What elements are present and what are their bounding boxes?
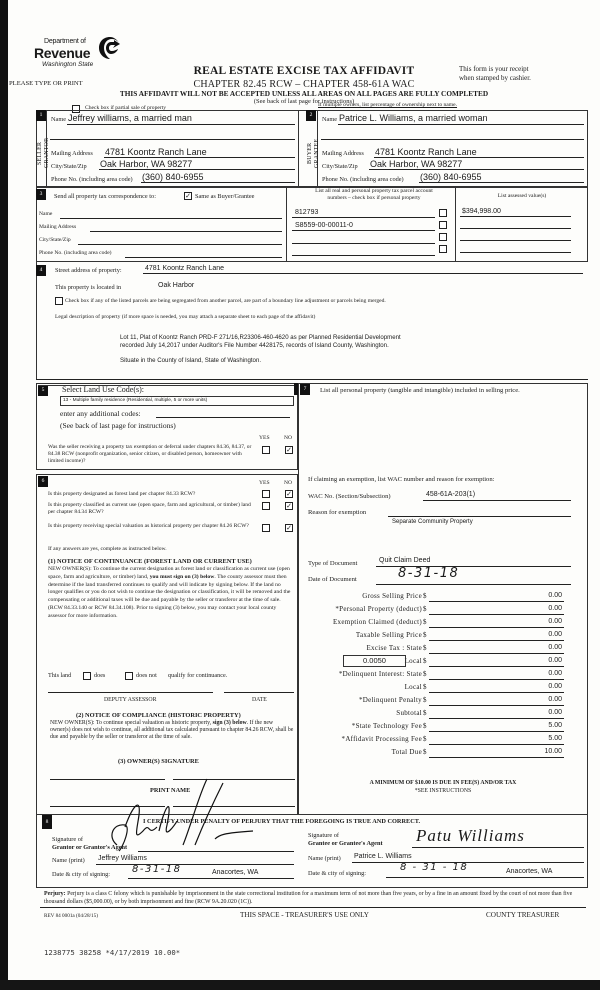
same-as-buyer-label: Same as Buyer/Grantee	[195, 193, 255, 200]
assessed-header: List assessed value(s)	[497, 193, 547, 199]
parcel-number-2[interactable]: S8559-00-00011-0	[295, 222, 353, 229]
assessed-value-2[interactable]	[460, 228, 571, 229]
doc-type-field[interactable]: Quit Claim Deed	[379, 557, 431, 564]
grantor-signature[interactable]	[103, 775, 253, 855]
assessed-value-4[interactable]	[460, 252, 571, 253]
seller-phone-label: Phone No. (including area code)	[51, 176, 133, 183]
tax-city-field[interactable]	[78, 244, 282, 245]
tax-mailing-label: Mailing Address	[39, 224, 77, 230]
exemption-claimed-row: Exemption Claimed (deduct) $ 0.00	[332, 618, 562, 626]
legal-description-situate: Situate in the County of Island, State of Washington.	[120, 357, 262, 364]
swirl-logo-icon	[98, 36, 122, 60]
located-in-field[interactable]: Oak Harbor	[158, 282, 195, 289]
personal-property-checkbox-1[interactable]	[439, 209, 447, 217]
current-use-question: Is this property classified as current use (open space, farm and agricultural, or timber) land per chapter 84.34 RCW?	[48, 502, 251, 516]
same-as-buyer-checkbox[interactable]: ✓	[185, 192, 191, 200]
owner-signature-title: (3) OWNER(S) SIGNATURE	[118, 758, 199, 765]
does-qualify-checkbox[interactable]	[83, 672, 91, 680]
section-5-number: 5	[38, 385, 48, 396]
scan-edge-left	[0, 0, 8, 990]
grantee-date-field[interactable]: 8 - 31 - 18	[400, 862, 469, 873]
see-back-note: (See back of last page for instructions)	[253, 98, 355, 105]
additional-codes-field[interactable]	[156, 417, 290, 418]
street-address-field[interactable]: 4781 Koontz Ranch Lane	[145, 265, 225, 272]
receipt-note: This form is your receipt when stamped by cashier.	[459, 65, 531, 82]
seller-city-label: City/State/Zip	[51, 163, 87, 170]
underline	[292, 217, 435, 218]
section-1-number: 1	[36, 110, 46, 121]
notice-compliance-text: NEW OWNER(S): To continue special valuation as historic property, sign (3) below. If the new owner(s) does not wish to continue, all additional tax calculated pursuant to chapter 84.26 RCW, shall be due and payable by the seller or transferor at the time of sale.	[50, 720, 294, 741]
excise-state-row: Excise Tax : State $ 0.00	[366, 644, 562, 652]
exemption-label: If claiming an exemption, list WAC number and reason for exemption:	[308, 476, 495, 483]
wac-label: WAC No. (Section/Subsection)	[308, 493, 391, 500]
grantor-signature-label: Signature of Grantor or Grantor's Agent	[52, 836, 128, 851]
yes-header: YES	[259, 480, 270, 486]
underline	[388, 516, 571, 517]
tax-name-field[interactable]	[60, 218, 282, 219]
segregated-parcels-label: Check box if any of the listed parcels are being segregated from another parcel, are part of a boundary line adjustment or parcels being merged.	[65, 298, 386, 304]
segregated-parcels-checkbox[interactable]	[55, 297, 63, 305]
doc-date-field[interactable]: 8-31-18	[398, 566, 460, 581]
no-header: NO	[284, 435, 293, 441]
delinquent-interest-state-row: *Delinquent Interest: State $ 0.00	[338, 670, 562, 678]
tax-mailing-field[interactable]	[90, 231, 282, 232]
seller-mailing-field[interactable]: 4781 Koontz Ranch Lane	[105, 147, 207, 157]
date-label: DATE	[252, 697, 267, 703]
underline	[143, 273, 583, 274]
grantee-name-label: Name (print)	[308, 855, 341, 862]
if-yes-instructions: If any answers are yes, complete as instructed below.	[48, 546, 167, 552]
current-use-yes-checkbox[interactable]	[262, 502, 270, 510]
buyer-city-field[interactable]: Oak Harbor, WA 98277	[370, 159, 463, 169]
deputy-assessor-label: DEPUTY ASSESSOR	[104, 697, 157, 703]
underline	[376, 584, 571, 585]
multiple-owners-note: If multiple owners, list percentage of ownership next to name.	[318, 102, 458, 108]
divider	[286, 187, 287, 262]
form-title: REAL ESTATE EXCISE TAX AFFIDAVIT	[193, 65, 415, 77]
total-due-row: Total Due $ 10.00	[391, 748, 562, 756]
underline	[374, 157, 584, 158]
form-warning: THIS AFFIDAVIT WILL NOT BE ACCEPTED UNLESS ALL AREAS ON ALL PAGES ARE FULLY COMPLETED	[119, 89, 489, 98]
underline	[412, 847, 584, 848]
grantor-city-field[interactable]: Anacortes, WA	[212, 869, 259, 876]
legal-description-label: Legal description of property (if more space is needed, you may attach a separate sheet to each page of the affidavit)	[55, 314, 316, 320]
assessor-date-field[interactable]	[224, 692, 294, 693]
tax-exemption-question: Was the seller receiving a property tax exemption or deferral under chapters 84.36, 84.37, or 84.38 RCW (nonprofit organization, senior citizen, or disabled person, homeowner with limited income)?	[48, 444, 252, 465]
historical-no-checkbox[interactable]: ✓	[286, 524, 292, 532]
amounts-table	[298, 592, 588, 762]
historical-yes-checkbox[interactable]	[262, 524, 270, 532]
excise-local-row: Local $ 0.00	[404, 657, 562, 665]
cashier-stamp: 1238775 38258 *4/17/2019 10.00*	[44, 948, 181, 957]
form-subtitle: CHAPTER 82.45 RCW – CHAPTER 458-61A WAC	[193, 79, 415, 90]
seller-mailing-label: Mailing Address	[51, 150, 93, 157]
delinquent-penalty-row: *Delinquent Penalty $ 0.00	[358, 696, 562, 704]
grantee-date-label: Date & city of signing:	[308, 870, 367, 877]
logo-dept-text: Department of	[44, 38, 86, 45]
perjury-notice: Perjury: Perjury is a class C felony which is punishable by imprisonment in the state correctional institution for a maximum term of not more than five years, or by a fine in an amount fixed by the court of not more than five thousand dollars ($5,000.00), or by both imprisonment and fine (RCW 9A.20.020 (1C)).	[44, 891, 573, 905]
underline	[419, 182, 584, 183]
scan-edge-bottom	[0, 980, 600, 990]
section-7-number: 7	[300, 384, 310, 395]
underline	[50, 139, 295, 140]
print-name-label: PRINT NAME	[150, 787, 191, 794]
affidavit-processing-fee-row: *Affidavit Processing Fee $ 5.00	[341, 735, 562, 743]
underline	[99, 169, 295, 170]
underline	[292, 230, 435, 231]
tax-name-label: Name	[39, 211, 53, 217]
seller-name-label: Name	[51, 116, 67, 123]
underline	[67, 124, 295, 125]
grantor-date-field[interactable]: 8-31-18	[132, 864, 182, 875]
section-4-number: 4	[36, 265, 46, 276]
wac-number-field[interactable]: 458-61A-203(1)	[426, 491, 476, 498]
see-instructions-note: *SEE INSTRUCTIONS	[414, 788, 472, 794]
forest-land-no-checkbox[interactable]: ✓	[286, 490, 292, 498]
underline	[423, 500, 571, 501]
grantee-name-field[interactable]: Patrice L. Williams	[354, 853, 412, 860]
underline	[386, 877, 584, 878]
local-rate-field[interactable]: 0.0050	[343, 655, 406, 667]
exemption-reason-field[interactable]: Separate Community Property	[392, 519, 473, 525]
forest-land-yes-checkbox[interactable]	[262, 490, 270, 498]
parcel-number-4[interactable]	[292, 255, 435, 256]
buyer-name-label: Name	[322, 116, 338, 123]
divider	[298, 110, 299, 187]
buyer-label: BUYER GRANTEE	[307, 138, 320, 168]
yes-header: YES	[259, 435, 270, 441]
buyer-name-field[interactable]: Patrice L. Williams, a married woman	[339, 113, 488, 123]
please-type-note: PLEASE TYPE OR PRINT	[9, 80, 83, 87]
exemption-reason-label: Reason for exemption	[308, 509, 367, 516]
underline	[141, 182, 295, 183]
parcel-number-1[interactable]: 812793	[295, 209, 319, 216]
personal-property-checkbox-4[interactable]	[439, 245, 447, 253]
section-6-number: 6	[38, 476, 48, 487]
this-land-label: This land	[48, 672, 72, 679]
partial-sale-label: Check box if partial sale of property	[85, 105, 167, 111]
section-divider	[36, 379, 588, 380]
land-use-label: Select Land Use Code(s):	[62, 385, 144, 394]
street-address-label: Street address of property:	[55, 267, 122, 274]
treasurer-use-label: THIS SPACE - TREASURER'S USE ONLY	[240, 911, 369, 919]
seller-label: SELLER GRANTOR	[37, 137, 50, 169]
tax-exemption-yes-checkbox[interactable]	[262, 446, 270, 454]
does-not-qualify-checkbox[interactable]	[125, 672, 133, 680]
notice-continuance-text: NEW OWNER(S): To continue the current designation as forest land or classification as current use (open space, farm and agriculture, or timber) land, you must sign on (3) below. The county assessor must then determine if the land transferred continues to qualify and will indicate by signing below. If the land no longer qualifies or you do not wish to continue the designation or classification, it will be removed and the compensating or additional taxes will be due and payable by the seller or transferor at the time of sale. (RCW 84.33.140 or RCW 84.34.108). Prior to signing (3) below, you may contact your local county assessor for more information.	[48, 566, 291, 619]
minimum-due-note: A MINIMUM OF $10.00 IS DUE IN FEE(S) AND/OR TAX	[369, 780, 517, 786]
parcel-header: List all real and personal property tax parcel account numbers – check box if personal property	[315, 188, 433, 201]
doc-type-label: Type of Document	[308, 560, 358, 567]
underline	[321, 139, 584, 140]
buyer-phone-field[interactable]: (360) 840-6955	[420, 172, 482, 182]
affidavit-page	[8, 0, 600, 990]
underline	[96, 864, 294, 865]
deputy-assessor-signature[interactable]	[48, 692, 213, 693]
footer-divider	[40, 907, 586, 908]
state-technology-fee-row: *State Technology Fee $ 5.00	[351, 722, 562, 730]
logo-state-text: Washington State	[42, 61, 94, 68]
notice-compliance-title: (2) NOTICE OF COMPLIANCE (HISTORIC PROPERTY)	[76, 712, 241, 719]
land-use-select[interactable]: 13 - Multiple family residence (Residential, multiple, 5 or more units)	[60, 396, 294, 406]
assessed-value-3[interactable]	[460, 240, 571, 241]
grantor-name-label: Name (print)	[52, 857, 85, 864]
buyer-city-label: City/State/Zip	[322, 163, 358, 170]
located-in-label: This property is located in	[55, 284, 122, 291]
buyer-mailing-field[interactable]: 4781 Koontz Ranch Lane	[375, 147, 477, 157]
does-not-label: does not	[136, 672, 157, 679]
forest-land-question: Is this property designated as forest land per chapter 84.33 RCW?	[48, 491, 196, 497]
personal-property-row: *Personal Property (deduct) $ 0.00	[335, 605, 562, 613]
buyer-mailing-label: Mailing Address	[322, 150, 364, 157]
delinquent-interest-local-row: Local $ 0.00	[404, 683, 562, 691]
legal-description-field[interactable]: Lot 11, Plat of Koontz Ranch PRD-F 271/16,R23306-460-4620 as per Planned Residential Development recorded July 14,2017 under Auditor's File Number 4428175, records of Island County, Washington.	[120, 334, 401, 349]
subtotal-row: Subtotal $ 0.00	[396, 709, 562, 717]
underline	[128, 878, 294, 879]
tax-exemption-no-checkbox[interactable]: ✓	[286, 446, 292, 454]
grantee-signature-label: Signature of Grantee or Grantee's Agent	[308, 832, 383, 847]
seller-name-field[interactable]: Jeffrey williams, a married man	[68, 113, 192, 123]
logo-revenue-text: Revenue	[34, 45, 91, 61]
parcel-number-3[interactable]	[292, 243, 435, 244]
personal-property-checkbox-3[interactable]	[439, 233, 447, 241]
buyer-phone-label: Phone No. (including area code)	[322, 176, 404, 183]
additional-codes-label: enter any additional codes:	[60, 409, 141, 418]
see-back-note: (See back of last page for instructions)	[60, 421, 176, 430]
county-treasurer-label: COUNTY TREASURER	[486, 911, 560, 919]
personal-property-checkbox-2[interactable]	[439, 221, 447, 229]
send-correspondence-label: Send all property tax correspondence to:	[54, 193, 156, 200]
no-header: NO	[284, 480, 293, 486]
seller-city-field[interactable]: Oak Harbor, WA 98277	[100, 159, 193, 169]
section-8-number: 8	[42, 815, 52, 829]
underline	[369, 169, 584, 170]
certify-statement: I CERTIFY UNDER PENALTY OF PERJURY THAT THE FOREGOING IS TRUE AND CORRECT.	[143, 818, 421, 825]
personal-property-label: List all personal property (tangible and intangible) included in selling price.	[320, 387, 520, 394]
gross-selling-price-row: Gross Selling Price $ 0.00	[362, 592, 562, 600]
grantee-signature[interactable]: Patu Williams	[416, 826, 525, 845]
section-2-number: 2	[306, 110, 316, 121]
grantor-name-field[interactable]: Jeffrey Williams	[98, 855, 147, 862]
grantor-date-label: Date & city of signing:	[52, 871, 111, 878]
notice-continuance-title: (1) NOTICE OF CONTINUANCE (FOREST LAND OR CURRENT USE)	[48, 558, 252, 565]
seller-phone-field[interactable]: (360) 840-6955	[142, 172, 204, 182]
tax-phone-label: Phone No. (including area code)	[39, 250, 112, 256]
assessed-value-1[interactable]: $394,998.00	[462, 208, 501, 215]
tax-city-label: City/State/Zip	[39, 237, 71, 243]
current-use-no-checkbox[interactable]: ✓	[286, 502, 292, 510]
qualify-label: qualify for continuance.	[168, 672, 228, 679]
historical-property-question: Is this property receiving special valuation as historical property per chapter 84.26 RCW?	[48, 523, 249, 529]
underline	[460, 216, 571, 217]
form-number: REV 84 0001a (04/28/15)	[44, 913, 98, 919]
underline	[338, 124, 584, 125]
taxable-selling-price-row: Taxable Selling Price $ 0.00	[355, 631, 562, 639]
grantee-city-field[interactable]: Anacortes, WA	[506, 868, 553, 875]
underline	[104, 157, 295, 158]
tax-phone-field[interactable]	[125, 257, 282, 258]
divider	[36, 262, 37, 380]
does-label: does	[94, 672, 106, 679]
section-3-number: 3	[36, 189, 46, 200]
doc-date-label: Date of Document	[308, 576, 357, 583]
